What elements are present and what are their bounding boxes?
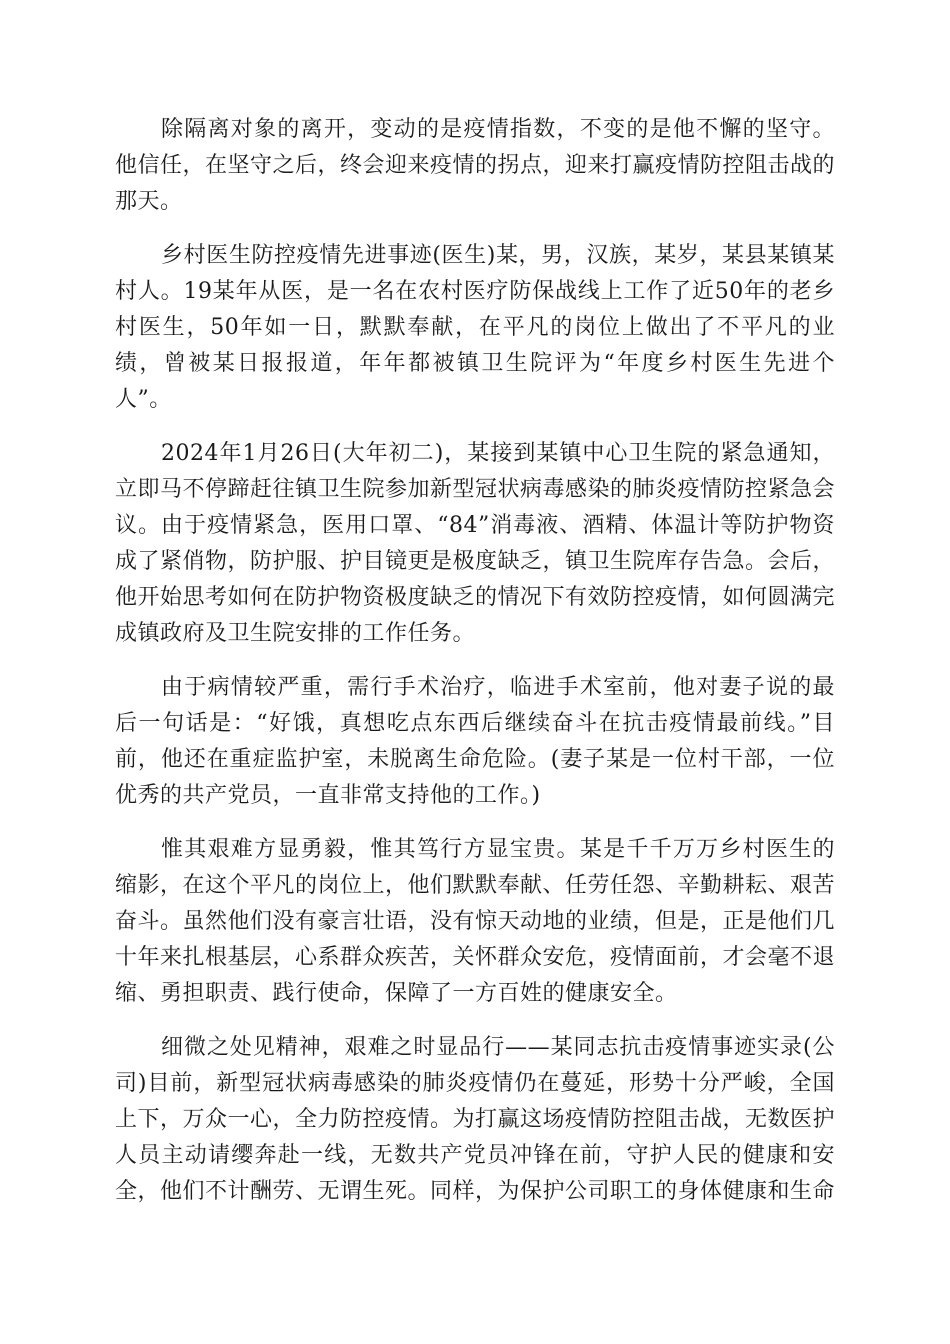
paragraph-4: 由于病情较严重，需行手术治疗，临进手术室前，他对妻子说的最后一句话是：“好饿，真想吃点东西后继续奋斗在抗击疫情最前线。”目前，他还在重症监护室，未脱离生命危险。(妻子某是一位村干部，一位优秀的共产党员，一直非常支持他的工作。): [115, 675, 835, 808]
paragraph-6: 细微之处见精神，艰难之时显品行——某同志抗击疫情事迹实录(公司)目前，新型冠状病毒感染的肺炎疫情仍在蔓延，形势十分严峻，全国上下，万众一心，全力防控疫情。为打赢这场疫情防控阻击战，无数医护人员主动请缨奔赴一线，无数共产党员冲锋在前，守护人民的健康和安全，他们不计酬劳、无谓生死。同样，为保护公司职工的身体健康和生命: [115, 1035, 836, 1204]
paragraph-5: 惟其艰难方显勇毅，惟其笃行方显宝贵。某是千千万万乡村医生的缩影，在这个平凡的岗位上，他们默默奉献、任劳任怨、辛勤耕耘、艰苦奋斗。虽然他们没有豪言壮语，没有惊天动地的业绩，但是，正是他们几十年来扎根基层，心系群众疾苦，关怀群众安危，疫情面前，才会毫不退缩、勇担职责、践行使命，保障了一方百姓的健康安全。: [115, 837, 836, 1006]
document-page: [115, 112, 835, 1228]
paragraph-1: 除隔离对象的离开，变动的是疫情指数，不变的是他不懈的坚守。他信任，在坚守之后，终会迎来疫情的拐点，迎来打赢疫情防控阻击战的那天。: [115, 117, 836, 214]
paragraph-2: 乡村医生防控疫情先进事迹(医生)某，男，汉族，某岁，某县某镇某村人。19某年从医，是一名在农村医疗防保战线上工作了近50年的老乡村医生，50年如一日，默默奉献，在平凡的岗位上做出了不平凡的业绩，曾被某日报报道，年年都被镇卫生院评为“年度乡村医生先进个人”。: [115, 243, 835, 412]
paragraph-3: 2024年1月26日(大年初二)，某接到某镇中心卫生院的紧急通知，立即马不停蹄赶往镇卫生院参加新型冠状病毒感染的肺炎疫情防控紧急会议。由于疫情紧急，医用口罩、“84”消毒液、酒精、体温计等防护物资成了紧俏物，防护服、护目镜更是极度缺乏，镇卫生院库存告急。会后，他开始思考如何在防护物资极度缺乏的情况下有效防控疫情，如何圆满完成镇政府及卫生院安排的工作任务。: [115, 441, 836, 646]
